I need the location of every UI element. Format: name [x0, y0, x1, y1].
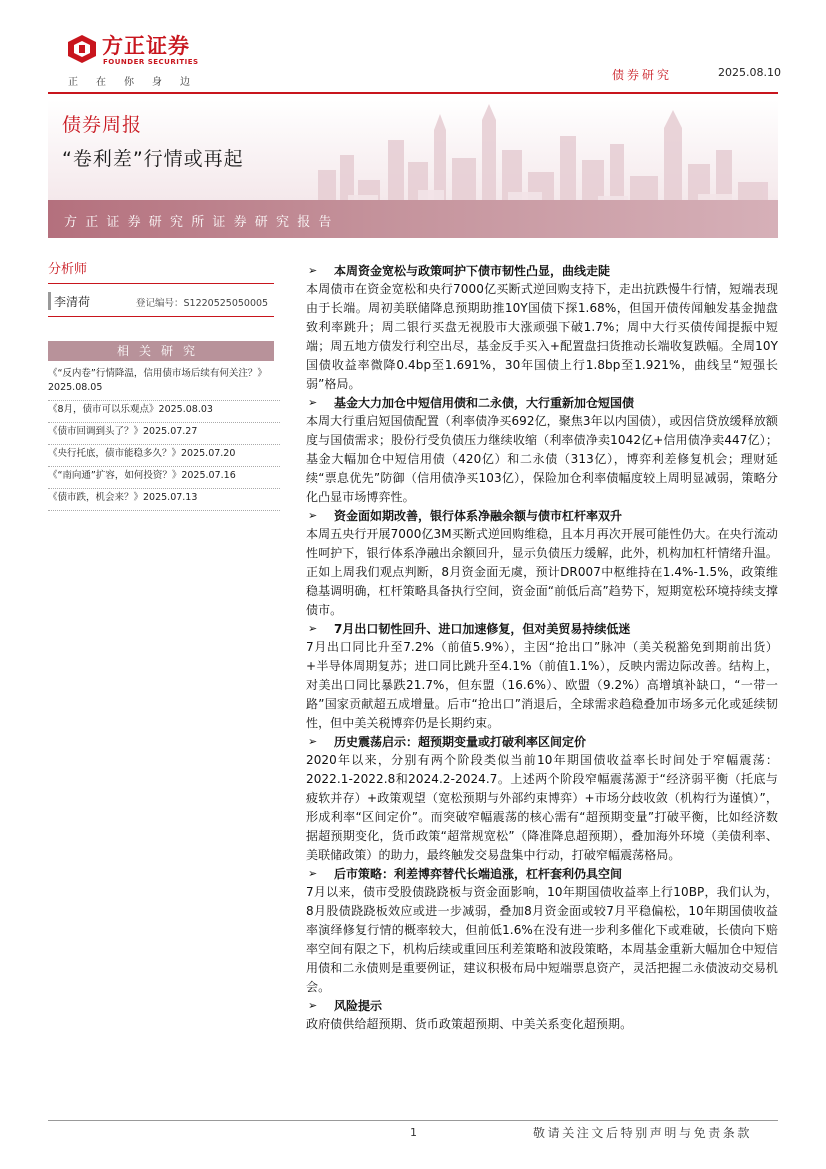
analyst-heading: 分析师 [48, 262, 88, 277]
section-body: 7月以来，债市受股债跷跷板与资金面影响，10年期国债收益率上行10BP，我们认为，8月股债跷跷板效应或进一步减弱，叠加8月资金面或较7月平稳偏松，10年期国债收益率演绎修复行情的概率较大，但前低1.6%在没有进一步利多催化下或难破，长债向下赔率空间有限之下，机构后续或重回压利差策略和波段策略，本周基金重新大幅加仓中短信用债和二永债则是重要例证，建议积极布局中短端票息资产，灵活把握二永债波动交易机会。 [306, 885, 778, 994]
related-research-item[interactable]: 《8月，债市可以乐观点》2025.08.03 [48, 401, 280, 423]
brand-name: 方正证券 [102, 34, 190, 58]
analyst-row [48, 286, 286, 316]
related-research-item[interactable]: 《央行托底，债市能稳多久？》2025.07.20 [48, 445, 280, 467]
section-body: 2020年以来，分别有两个阶段类似当前10年期国债收益率长时间处于窄幅震荡：2022.1-2022.8和2024.2-2024.7。上述两个阶段窄幅震荡源于“经济弱平衡（托底与疲软并存）+政策观望（宽松预期与外部约束博弈）+市场分歧收敛（机构行为谨慎）”，形成利率“区间定价”。而突破窄幅震荡的核心需有“超预期变量”打破平衡，比如经济数据超预期变化，货币政策“超常规宽松”（降准降息超预期），叠加海外环境（美债利率、美联储政策）的助力，最终触发交易盘集中行动，打破窄幅震荡格局。 [306, 753, 778, 862]
related-research-item[interactable]: 《“南向通”扩容，如何投资？》2025.07.16 [48, 467, 280, 489]
section-body: 本周债市在资金宽松和央行7000亿买断式逆回购支持下，走出抗跌慢牛行情，短端表现由于长端。周初美联储降息预期助推10Y国债下探1.68%，但国开债传闻触发基金抛盘致利率跳升；周二银行买盘无视股市大涨顽强下破1.7%；周中大行买债传闻提振中短端；周五地方债发行利空出尽，基金反手买入+配置盘扫货推动长端收复跌幅。全周10Y国债收益率微降0.4bp至1.691%，30年国债上行1.8bp至1.921%，曲线呈“短强长弱”格局。 [306, 282, 778, 391]
section-heading-text: 基金大力加仓中短信用债和二永债，大行重新加仓短国债 [334, 396, 635, 410]
arrow-bullet-icon: ➢ [308, 622, 318, 635]
section-heading-text: 7月出口韧性回升、进口加速修复，但对美贸易持续低迷 [334, 622, 631, 636]
section-heading-text: 资金面如期改善，银行体系净融余额与债市杠杆率双升 [334, 509, 623, 523]
section-heading-text: 后市策略：利差博弈替代长端追涨，杠杆套利仍具空间 [334, 867, 623, 881]
title-banner [48, 100, 778, 238]
arrow-bullet-icon: ➢ [308, 735, 318, 748]
report-category: 债券研究 [612, 68, 673, 82]
report-type: 债券周报 [62, 114, 143, 136]
slogan-char: 身 [152, 77, 162, 88]
section-body: 本周五央行开展7000亿3M买断式逆回购维稳，且本月再次开展可能性仍大。在央行流动性呵护下，银行体系净融出余额回升，显示负债压力缓解，此外，机构加杠杆情绪升温。正如上周我们观点判断，8月资金面无虞，预计DR007中枢维持在1.4%-1.5%，政策维稳基调明确，杠杆策略具备执行空间，资金面“前低后高”趋势下，短期宽松环境持续支撑债市。 [306, 527, 778, 617]
sidebar [48, 258, 286, 511]
analyst-divider-bottom [48, 316, 274, 317]
report-summary [306, 262, 778, 1034]
section-heading [306, 865, 778, 883]
section-body: 7月出口同比升至7.2%（前值5.9%），主因“抢出口”脉冲（美关税豁免到期前出货）+半导体周期复苏；进口同比跳升至4.1%（前值1.1%），反映内需边际改善。结构上，对美出口同比暴跌21.7%，但东盟（16.6%）、欧盟（9.2%）高增填补缺口，“一带一路”国家贡献超五成增量。后市“抢出口”消退后，全球需求趋稳叠加市场多元化或延续韧性，但中美关税博弈仍是长期约束。 [306, 640, 778, 730]
section-heading [306, 394, 778, 412]
analyst-marker [48, 292, 51, 310]
disclaimer-note: 敬请关注文后特别声明与免责条款 [533, 1126, 753, 1140]
section-heading [306, 997, 778, 1015]
report-title: “卷利差”行情或再起 [62, 148, 244, 170]
slogan-char: 边 [180, 77, 190, 88]
arrow-bullet-icon: ➢ [308, 396, 318, 409]
related-research-item[interactable]: 《“反内卷”行情降温，信用债市场后续有何关注？》2025.08.05 [48, 365, 280, 401]
founder-logo-icon [66, 33, 98, 65]
related-research-item[interactable]: 《债市回调到头了？》2025.07.27 [48, 423, 280, 445]
section-heading-text: 本周资金宽松与政策呵护下债市韧性凸显，曲线走陡 [334, 264, 611, 278]
section-heading-text: 历史震荡启示：超预期变量或打破利率区间定价 [334, 735, 587, 749]
arrow-bullet-icon: ➢ [308, 867, 318, 880]
arrow-bullet-icon: ➢ [308, 999, 318, 1012]
slogan-char: 在 [96, 77, 106, 88]
section-heading [306, 620, 778, 638]
report-date: 2025.08.10 [718, 66, 781, 79]
page-number: 1 [410, 1126, 417, 1139]
related-research-item[interactable]: 《债市跌，机会来？》2025.07.13 [48, 489, 280, 511]
slogan-char: 正 [68, 77, 78, 88]
institute-strip [48, 200, 778, 238]
section-heading [306, 733, 778, 751]
section-heading [306, 262, 778, 280]
institute-label: 方正证券研究所证券研究报告 [64, 215, 340, 230]
analyst-divider [48, 283, 274, 284]
header-divider [48, 92, 778, 94]
section-heading-text: 风险提示 [334, 999, 383, 1013]
brand-slogan [68, 73, 208, 88]
related-research-list [48, 365, 280, 511]
analyst-name: 李清荷 [54, 295, 91, 309]
analyst-registration: 登记编号：S1220525050005 [136, 298, 269, 309]
slogan-char: 你 [124, 77, 134, 88]
related-research-heading: 相关研究 [48, 341, 274, 361]
section-heading [306, 507, 778, 525]
section-body: 政府债供给超预期、货币政策超预期、中美关系变化超预期。 [306, 1017, 633, 1031]
section-body: 本周大行重启短国债配置（利率债净买692亿，聚焦3年以内国债），或因信贷放缓释放额度与国债需求；股份行受负债压力继续收缩（利率债净卖1042亿+信用债净卖447亿）；基金大幅加仓中短信用债（420亿）和二永债（313亿），博弈利差修复机会；理财延续“票息优先”防御（信用债净买103亿），保险加仓利率债幅度较上周明显减弱，策略分化凸显市场博弈性。 [306, 414, 778, 504]
footer-divider [48, 1120, 778, 1121]
brand-name-en: FOUNDER SECURITIES [103, 58, 199, 66]
arrow-bullet-icon: ➢ [308, 509, 318, 522]
arrow-bullet-icon: ➢ [308, 264, 318, 277]
